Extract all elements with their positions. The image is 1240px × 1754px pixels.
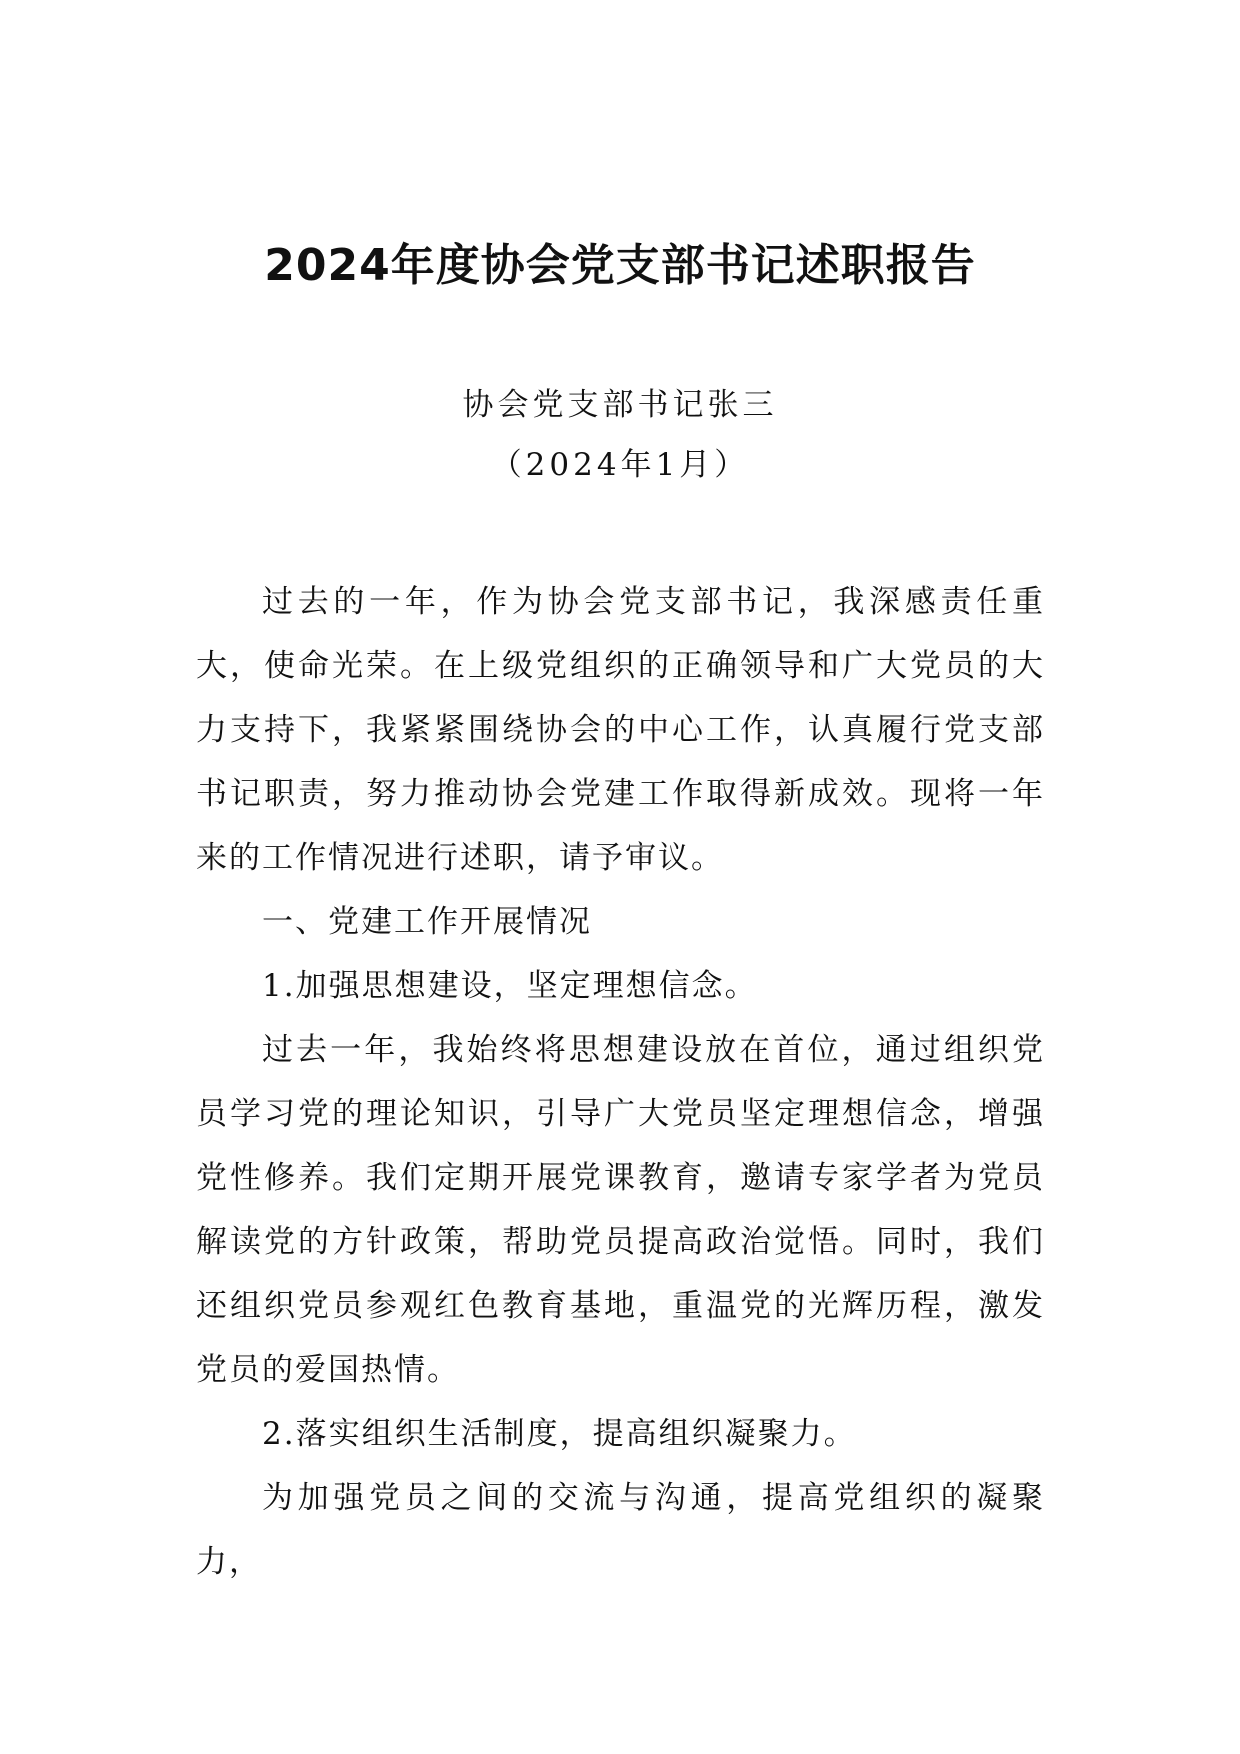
paragraph-organization: 为加强党员之间的交流与沟通，提高党组织的凝聚力，: [196, 1480, 1045, 1580]
subheading-2: 2.落实组织生活制度，提高组织凝聚力。: [262, 1416, 857, 1452]
paragraph-ideology: 过去一年，我始终将思想建设放在首位，通过组织党员学习党的理论知识，引导广大党员坚定理想信念，增强党性修养。我们定期开展党课教育，邀请专家学者为党员解读党的方针政策，帮助党员提高政治觉悟。同时，我们还组织党员参观红色教育基地，重温党的光辉历程，激发党员的爱国热情。: [196, 1032, 1045, 1388]
document-body: [196, 570, 1045, 1594]
document-date: （2024年1月）: [490, 447, 750, 483]
document-author: 协会党支部书记张三: [462, 387, 778, 423]
subheading-1: 1.加强思想建设，坚定理想信念。: [262, 968, 758, 1004]
document-title: 2024年度协会党支部书记述职报告: [264, 240, 976, 291]
paragraph-intro: 过去的一年，作为协会党支部书记，我深感责任重大，使命光荣。在上级党组织的正确领导和广大党员的大力支持下，我紧紧围绕协会的中心工作，认真履行党支部书记职责，努力推动协会党建工作取得新成效。现将一年来的工作情况进行述职，请予审议。: [196, 584, 1045, 876]
section-heading-1: 一、党建工作开展情况: [262, 904, 592, 940]
